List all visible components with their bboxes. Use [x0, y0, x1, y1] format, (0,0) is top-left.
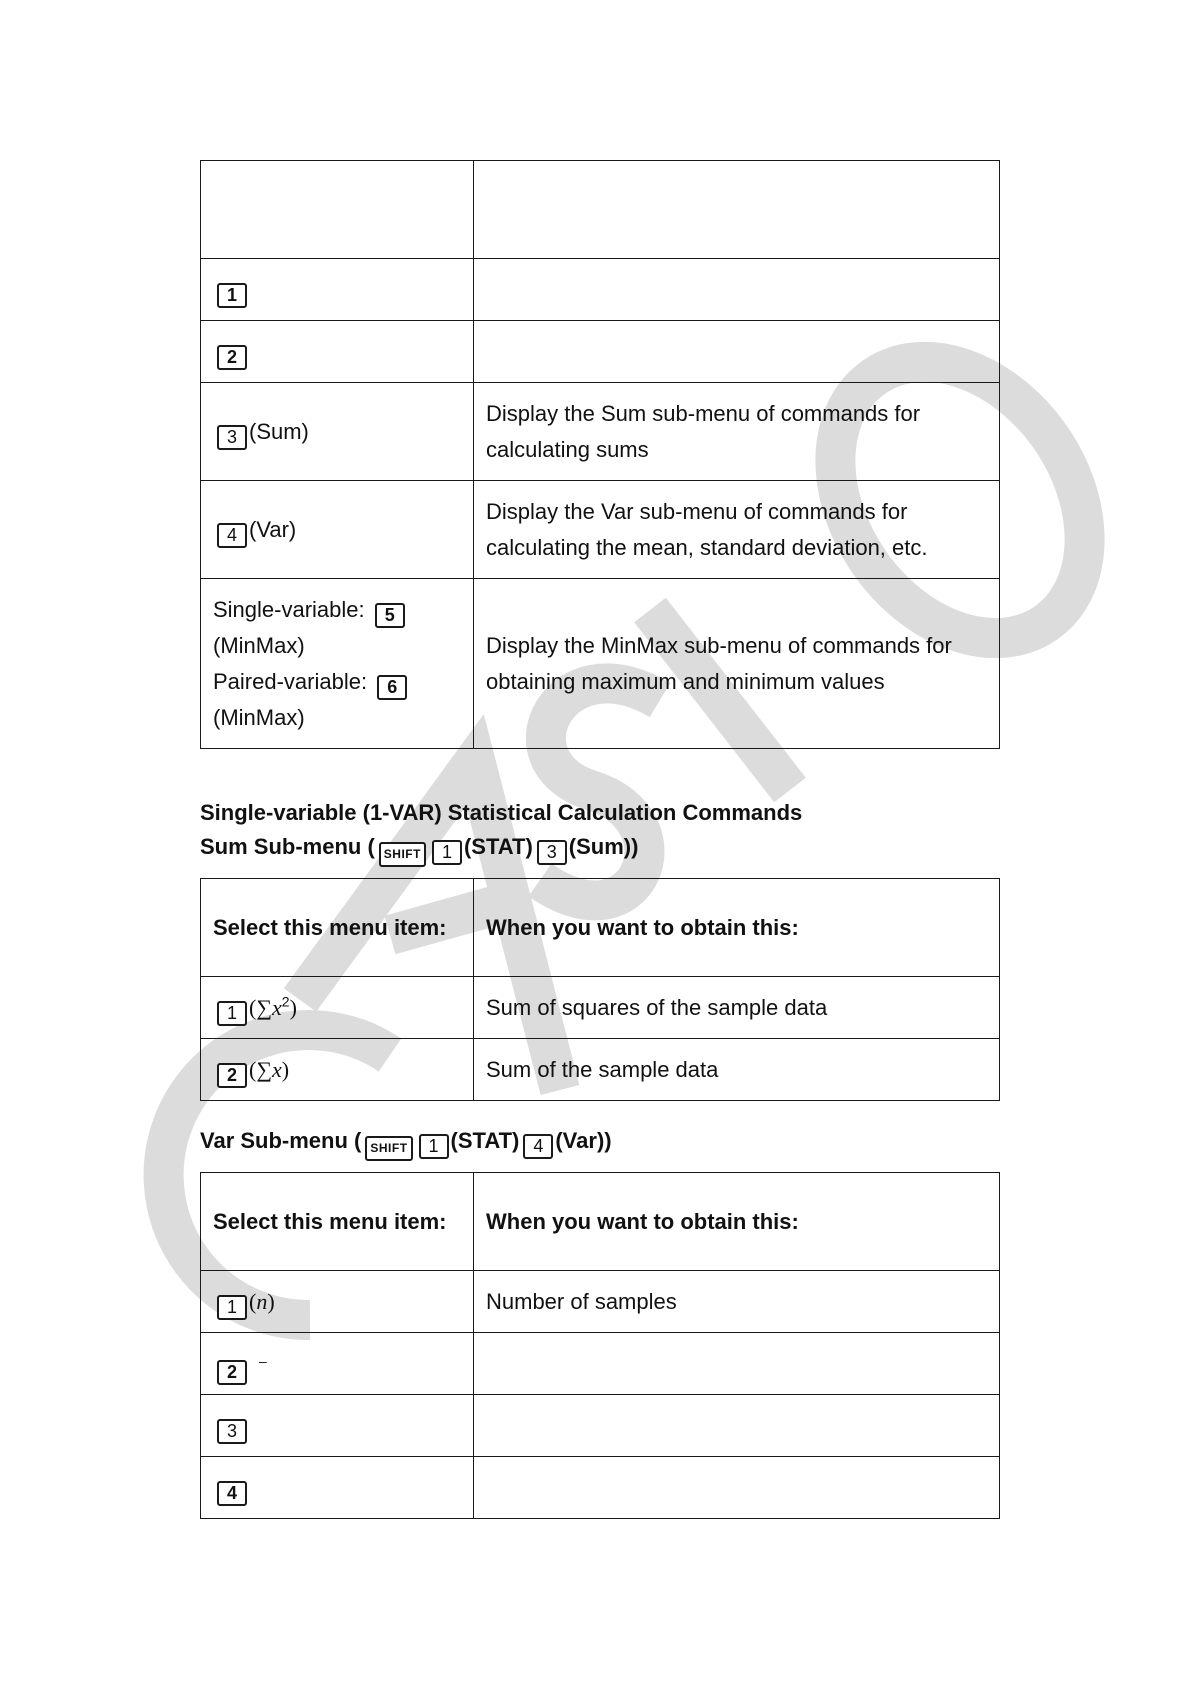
number-of-samples-description: Number of samples	[474, 1271, 1000, 1333]
paired-variable-label: Paired-variable:	[213, 668, 368, 694]
sum-submenu-table	[200, 878, 1000, 1101]
table-row: 2 (∑x) Sum of the sample data	[201, 1039, 1000, 1101]
sum-description: Sum of the sample data	[474, 1039, 1000, 1101]
mean-bar-mark: –	[259, 1352, 267, 1369]
column-header-obtain: When you want to obtain this:	[474, 1173, 1000, 1271]
key-1-icon: 1	[217, 1295, 247, 1320]
sum-item-label: (Sum)	[249, 418, 309, 444]
key-1-icon: 1	[432, 840, 462, 865]
var-description: Display the Var sub-menu of commands for calculating the mean, standard deviation, etc.	[474, 481, 1000, 579]
key-4-icon: 4	[523, 1134, 553, 1159]
key-2-icon: 2	[217, 345, 247, 370]
section-title: Single-variable (1-VAR) Statistical Calculation Commands	[200, 800, 803, 825]
table-row: 1 $(\sum x^2)$ Sum of squares of the sample data	[201, 977, 1000, 1039]
sum-submenu-heading: Sum Sub-menu ( SHIFT 1 (STAT) 3 (Sum))	[200, 830, 638, 867]
var-submenu-table	[200, 1172, 1000, 1519]
key-1-icon: 1	[419, 1134, 449, 1159]
table-row	[201, 1457, 1000, 1519]
key-2-icon: 2	[217, 1063, 247, 1088]
key-1-icon: 1	[217, 1001, 247, 1026]
single-minmax-label: (MinMax)	[213, 632, 305, 658]
table-header-row	[201, 879, 1000, 977]
table-row	[201, 321, 1000, 383]
shift-key-icon: SHIFT	[379, 842, 426, 867]
key-2-icon: 2	[217, 1360, 247, 1385]
shift-key-icon: SHIFT	[365, 1136, 412, 1161]
column-header-menu-item: Select this menu item:	[201, 1173, 474, 1271]
table-row	[201, 579, 1000, 749]
key-5-icon: 5	[375, 603, 405, 628]
sum-squares-description: Sum of squares of the sample data	[474, 977, 1000, 1039]
key-4-icon: 4	[217, 523, 247, 548]
key-3-icon: 3	[217, 1419, 247, 1444]
paired-minmax-label: (MinMax)	[213, 704, 305, 730]
column-header-obtain: When you want to obtain this:	[474, 879, 1000, 977]
key-1-icon: 1	[217, 283, 247, 308]
key-6-icon: 6	[377, 675, 407, 700]
table-row	[201, 1395, 1000, 1457]
single-variable-label: Single-variable:	[213, 596, 365, 622]
table-header-row	[201, 1173, 1000, 1271]
var-item-label: (Var)	[249, 516, 297, 542]
key-3-icon: 3	[537, 840, 567, 865]
table-row: 1 (n) Number of samples	[201, 1271, 1000, 1333]
key-3-icon: 3	[217, 425, 247, 450]
table-row	[201, 481, 1000, 579]
stat-menu-table	[200, 160, 1000, 749]
table-row	[201, 383, 1000, 481]
column-header-menu-item: Select this menu item:	[201, 879, 474, 977]
var-submenu-heading: Var Sub-menu ( SHIFT 1 (STAT) 4 (Var))	[200, 1124, 612, 1161]
table-row	[201, 259, 1000, 321]
sum-description: Display the Sum sub-menu of commands for calculating sums	[474, 383, 1000, 481]
key-4-icon: 4	[217, 1481, 247, 1506]
minmax-description: Display the MinMax sub-menu of commands for obtaining maximum and minimum values	[474, 579, 1000, 749]
table-row	[201, 1333, 1000, 1395]
table-row	[201, 161, 1000, 259]
